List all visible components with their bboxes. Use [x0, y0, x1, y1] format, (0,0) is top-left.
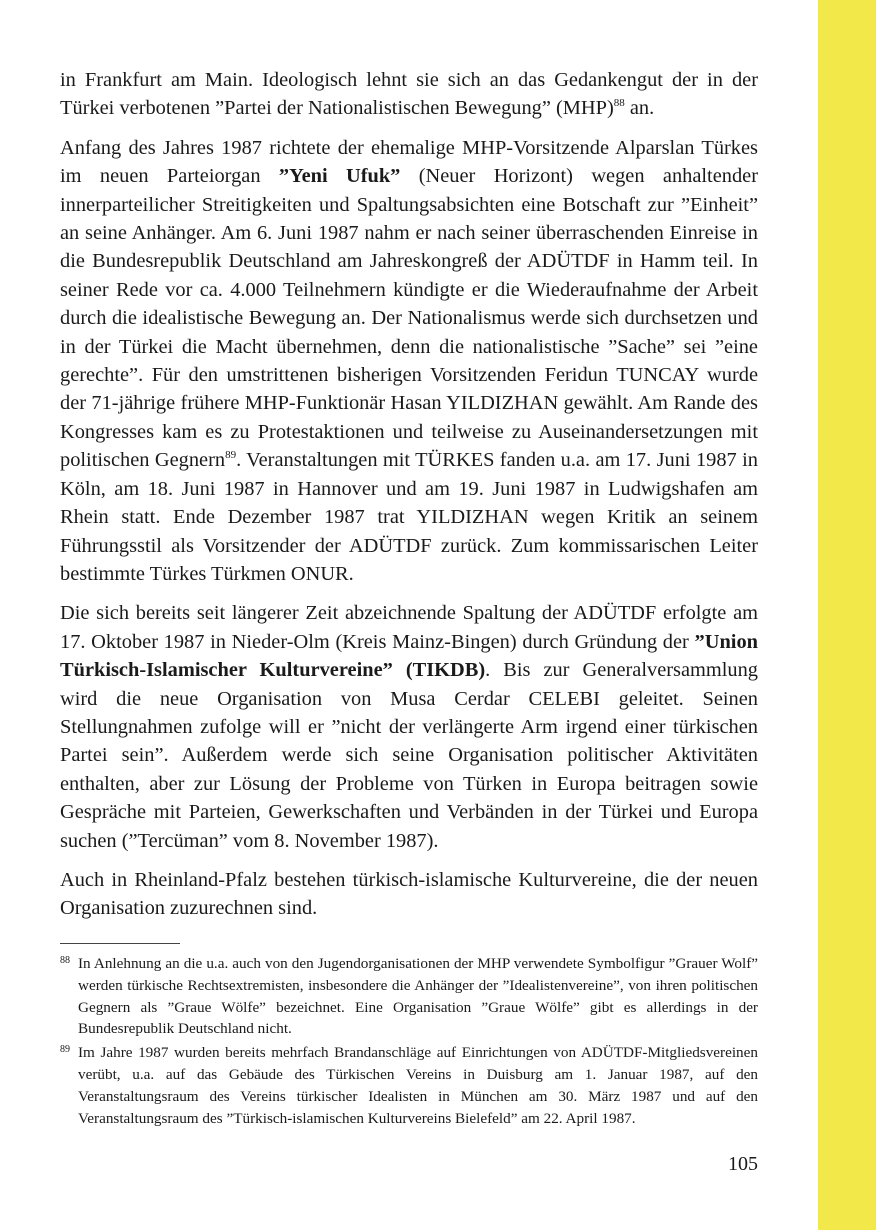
footnote-text: Im Jahre 1987 wurden bereits mehrfach Brandanschläge auf Einrichtungen von ADÜTDF-Mitgliedsvereinen verübt, u.a. auf das Gebäude des Türkischen Vereins in Duisburg am 1. Januar 1987, auf den Veranstaltungsraum des Vereins türkischer Idealisten in München am 30. März 1987 und auf den Veranstaltungsraum des ”Türkisch-islamischen Kulturvereins Bielefeld” am 22. April 1987. [78, 1044, 758, 1127]
footnotes [60, 953, 758, 1131]
main-text [60, 66, 758, 934]
footnote-number: 88 [60, 955, 70, 966]
paragraph-2: Anfang des Jahres 1987 richtete der ehemalige MHP-Vorsitzende Alparslan Türkes im neuen Parteiorgan ”Yeni Ufuk” (Neuer Horizont) wegen anhaltender innerparteilicher Streitigkeiten und Spaltungsabsichten eine Botschaft zur ”Einheit” an seine Anhänger. Am 6. Juni 1987 nahm er nach seiner überraschenden Einreise in die Bundesrepublik Deutschland am Jahreskongreß der ADÜTDF in Hamm teil. In seiner Rede vor ca. 4.000 Teilnehmern kündigte er die Wiederaufnahme der Arbeit durch die idealistische Bewegung an. Der Nationalismus werde sich durchsetzen und in der Türkei die Macht übernehmen, denn die nationalistische ”Sache” sei ”eine gerechte”. Für den umstrittenen bisherigen Vorsitzenden Feridun TUNCAY wurde der 71-jährige frühere MHP-Funktionär Hasan YILDIZHAN gewählt. Am Rande des Kongresses kam es zu Protestaktionen und teilweise zu Auseinandersetzungen mit politischen Gegnern$^{89}$. Veranstaltungen mit TÜRKES fanden u.a. am 17. Juni 1987 in Köln, am 18. Juni 1987 in Hannover und am 19. Juni 1987 in Ludwigshafen am Rhein statt. Ende Dezember 1987 trat YILDIZHAN wegen Kritik an seinem Führungsstil als Vorsitzender der ADÜTDF zurück. Zum kommissarischen Leiter bestimmte Türkes Türkmen ONUR. [60, 136, 758, 585]
paragraph-4: Auch in Rheinland-Pfalz bestehen türkisch-islamische Kulturvereine, die der neuen Organisation zuzurechnen sind. [60, 868, 758, 920]
page-number: 105 [728, 1153, 758, 1175]
footnote-89 [60, 1042, 758, 1129]
footnote-number: 89 [60, 1044, 70, 1056]
paragraph-1: in Frankfurt am Main. Ideologisch lehnt sie sich an das Gedankengut der in der Türkei verbotenen ”Partei der Nationalistischen Bewegung” (MHP)$^{88}$ an. [60, 69, 758, 120]
yeni-ufuk-title: ”Yeni Ufuk” [278, 165, 401, 188]
footnote-text: In Anlehnung an die u.a. auch von den Jugendorganisationen der MHP verwendete Symbolfigur ”Grauer Wolf” werden türkische Rechtsextremisten, insbesondere die Anhänger der ”Idealistenvereine”, von ihren politischen Gegnern als ”Graue Wölfe” bezeichnet. Eine Organisation ”Graue Wölfe” gibt es allerdings in der Bundesrepublik Deutschland nicht. [78, 955, 758, 1038]
yellow-margin-strip [818, 0, 876, 1230]
tikdb-title: ”Union Türkisch-Islamischer Kulturvereine” (TIKDB) [60, 630, 758, 682]
paragraph-3: Die sich bereits seit längerer Zeit abzeichnende Spaltung der ADÜTDF erfolgte am 17. Oktober 1987 in Nieder-Olm (Kreis Mainz-Bingen) durch Gründung der ”Union Türkisch-Islamischer Kulturvereine” (TIKDB). Bis zur Generalversammlung wird die neue Organisation von Musa Cerdar CELEBI geleitet. Seinen Stellungnahmen zufolge will er ”nicht der verlängerte Arm irgend einer türkischen Partei sein”. Außerdem werde sich seine Organisation politischer Aktivitäten enthalten, aber zur Lösung der Probleme von Türken in Europa beitragen sowie Gespräche mit Parteien, Gewerkschaften und Verbänden in der Türkei und Europa suchen (”Tercüman” vom 8. November 1987). [60, 602, 758, 852]
footnote-divider [60, 943, 180, 944]
footnote-88 [60, 953, 758, 1040]
